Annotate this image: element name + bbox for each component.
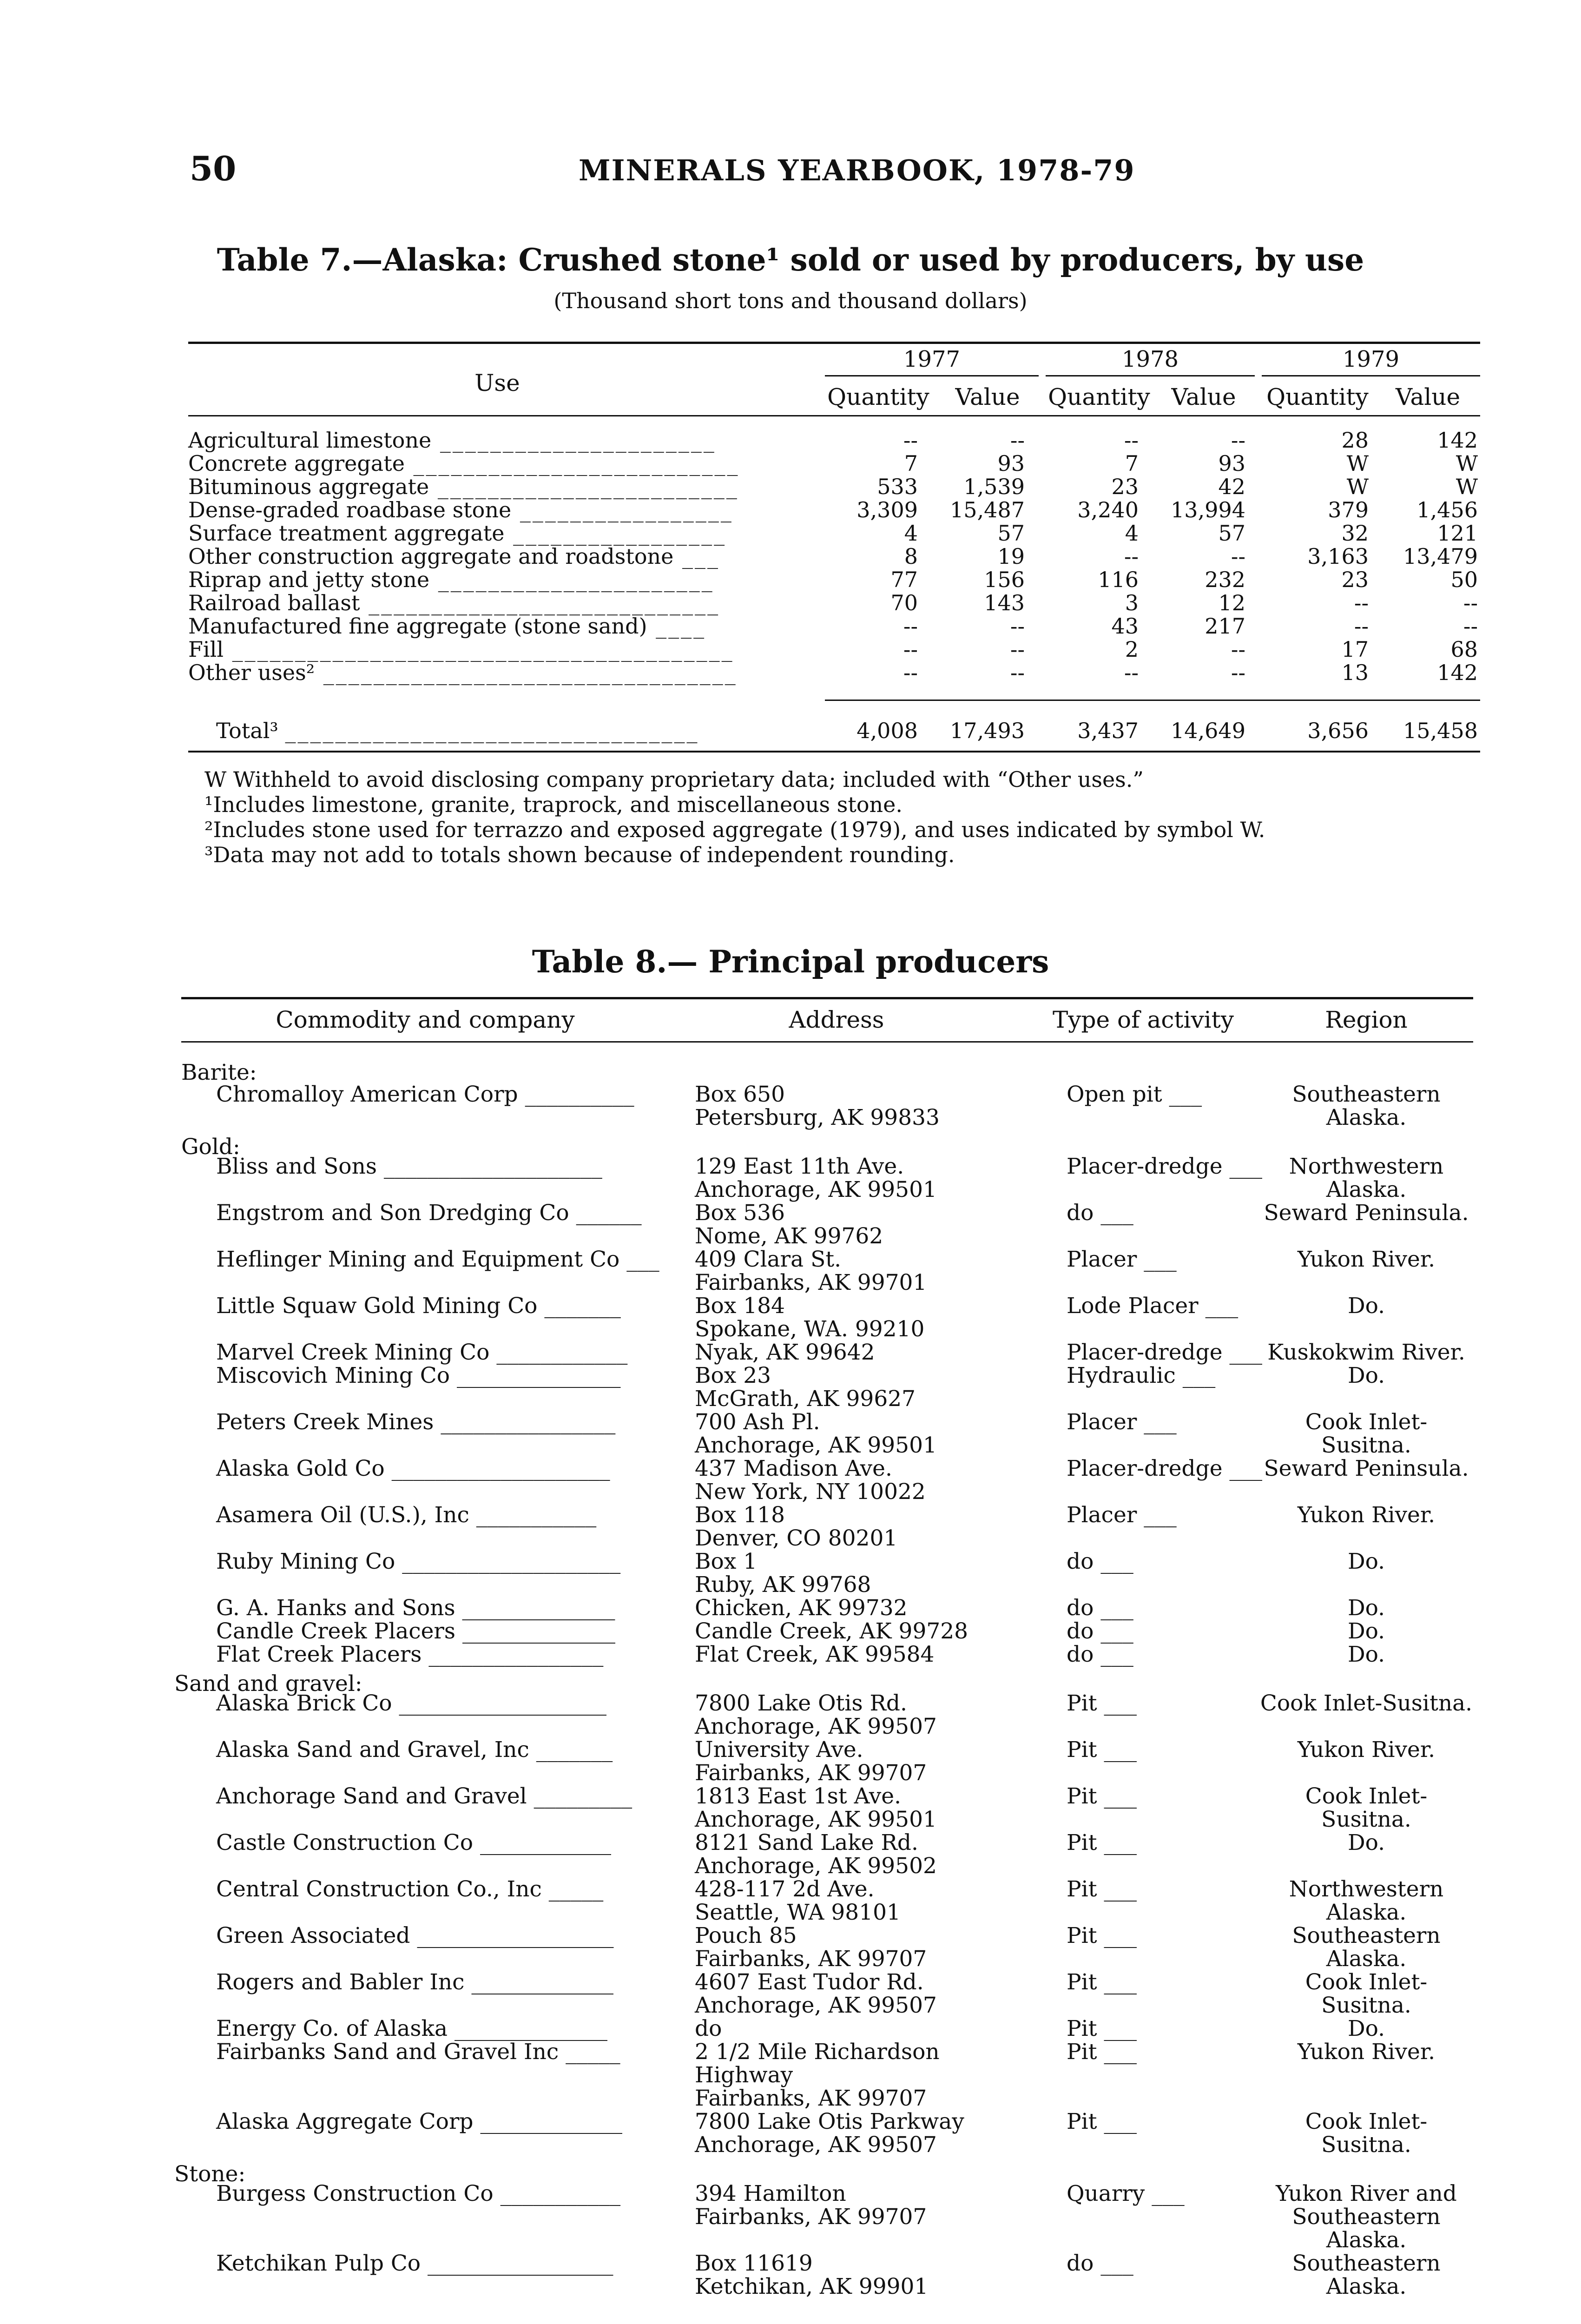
activity-type: Placer ___ [1067,1247,1177,1272]
table8-title: Table 8.— Principal producers [532,944,1049,980]
total-q77: 4,008 [856,718,918,743]
table7-title: Table 7.—Alaska: Crushed stone¹ sold or used by producers, by use [217,242,1364,278]
cell-q78: 3 [1125,590,1139,615]
table7-head-rule [188,415,1480,416]
company-address: 394 Hamilton Fairbanks, AK 99707 [695,2181,927,2230]
cell-v78: 42 [1218,474,1245,499]
row-use-label: Other uses² _________________________________ [188,660,738,685]
company-name: Anchorage Sand and Gravel _________ [216,1783,632,1809]
cell-q77: 7 [904,451,918,476]
table8-header-region: Region [1325,1006,1408,1033]
col-quantity: Quantity [827,383,929,410]
region-name: Yukon River. [1297,1247,1436,1272]
activity-type: Placer-dredge ___ [1067,1340,1262,1365]
cell-q79: 17 [1341,637,1369,662]
cell-v77: 15,487 [950,497,1025,522]
cell-v78: 232 [1205,567,1245,592]
cell-v78: 13,994 [1171,497,1245,522]
category-label: Stone: [174,2161,246,2187]
table8-head-rule [181,1041,1473,1043]
activity-type: Lode Placer ___ [1067,1293,1238,1319]
table7-subtitle: (Thousand short tons and thousand dollars) [553,288,1028,313]
activity-type: Pit ___ [1067,1876,1137,1902]
cell-v78: 217 [1205,614,1245,639]
activity-type: Pit ___ [1067,1737,1137,1763]
table7-year-1977: 1977 [903,346,961,372]
company-name: Marvel Creek Mining Co ____________ [216,1340,628,1365]
company-name: Miscovich Mining Co _______________ [216,1363,621,1388]
cell-q78: 116 [1098,567,1139,592]
table7-row [188,474,1480,497]
row-use-label: Fill ________________________________________ [188,637,734,662]
table7-top-rule [188,342,1480,344]
cell-v79: 68 [1450,637,1478,662]
cell-v77: 93 [997,451,1025,476]
activity-type: Quarry ___ [1067,2181,1185,2206]
region-name: Cook Inlet- Susitna. [1305,1409,1428,1458]
table7-year-rule [1262,375,1480,376]
cell-q77: -- [903,637,918,662]
cell-v78: 57 [1218,521,1245,546]
company-address: Box 1 Ruby, AK 99768 [695,1549,871,1598]
cell-v77: 57 [997,521,1025,546]
cell-q78: 7 [1125,451,1139,476]
row-use-label: Railroad ballast ____________________________ [188,590,720,615]
cell-q78: 3,240 [1077,497,1139,522]
region-name: Cook Inlet-Susitna. [1260,1690,1473,1716]
region-name: Cook Inlet- Susitna. [1305,1783,1428,1832]
total-q78: 3,437 [1077,718,1139,743]
activity-type: Pit ___ [1067,1969,1137,1995]
company-name: Peters Creek Mines ________________ [216,1409,616,1435]
cell-q79: -- [1354,614,1369,639]
cell-q79: 13 [1341,660,1369,685]
cell-v77: -- [1010,637,1025,662]
row-use-label: Riprap and jetty stone ______________________ [188,567,714,592]
activity-type: do ___ [1067,1618,1133,1644]
table8-header-activity: Type of activity [1052,1006,1234,1033]
activity-type: Pit ___ [1067,2109,1137,2134]
company-name: Asamera Oil (U.S.), Inc ___________ [216,1502,597,1528]
company-address: University Ave. Fairbanks, AK 99707 [695,1737,927,1786]
note-1: ¹Includes limestone, granite, traprock, and miscellaneous stone. [204,792,902,817]
company-address: 4607 East Tudor Rd. Anchorage, AK 99507 [695,1969,937,2018]
company-name: Alaska Brick Co ___________________ [216,1690,607,1716]
company-name: Chromalloy American Corp __________ [216,1082,634,1107]
running-title: MINERALS YEARBOOK, 1978-79 [579,153,1135,187]
region-name: Southeastern Alaska. [1292,1082,1441,1130]
company-address: Nyak, AK 99642 [695,1340,875,1365]
cell-q77: 533 [877,474,918,499]
company-address: Box 118 Denver, CO 80201 [695,1502,898,1551]
note-2: ²Includes stone used for terrazzo and exposed aggregate (1979), and uses indicated by symbol W. [204,817,1265,842]
cell-q77: -- [903,614,918,639]
cell-q77: 8 [904,544,918,569]
company-name: Alaska Gold Co ____________________ [216,1456,610,1481]
total-v78: 14,649 [1171,718,1245,743]
cell-q77: 3,309 [856,497,918,522]
table7-row [188,497,1480,521]
cell-q78: 23 [1111,474,1139,499]
region-name: Yukon River. [1297,1502,1436,1528]
cell-v79: W [1456,451,1478,476]
table7-total-row [188,718,1480,741]
company-address: do [695,2016,722,2041]
cell-v79: 1,456 [1416,497,1478,522]
cell-v77: 143 [984,590,1025,615]
cell-v79: -- [1463,614,1478,639]
cell-q77: -- [903,660,918,685]
company-address: Box 23 McGrath, AK 99627 [695,1363,916,1412]
table7-row [188,451,1480,474]
cell-q78: -- [1124,428,1139,453]
row-use-label: Agricultural limestone ______________________ [188,428,716,453]
company-name: Alaska Sand and Gravel, Inc _______ [216,1737,613,1763]
region-name: Do. [1347,1595,1385,1621]
row-use-label: Surface treatment aggregate _________________ [188,521,727,546]
company-name: Green Associated __________________ [216,1923,614,1948]
activity-type: Hydraulic ___ [1067,1363,1216,1388]
company-address: 8121 Sand Lake Rd. Anchorage, AK 99502 [695,1830,937,1879]
cell-v77: 19 [997,544,1025,569]
table7-row [188,567,1480,590]
region-name: Cook Inlet- Susitna. [1305,2109,1428,2158]
cell-q79: 379 [1328,497,1369,522]
cell-v79: 13,479 [1403,544,1478,569]
company-address: Candle Creek, AK 99728 [695,1618,968,1644]
activity-type: do ___ [1067,1549,1133,1574]
cell-q79: 28 [1341,428,1369,453]
cell-q78: 2 [1125,637,1139,662]
table7-row [188,590,1480,614]
row-use-label: Manufactured fine aggregate (stone sand) ____ [188,614,706,639]
cell-v77: -- [1010,614,1025,639]
region-name: Northwestern Alaska. [1289,1876,1444,1925]
category-label: Barite: [181,1060,257,1085]
company-name: Burgess Construction Co ___________ [216,2181,621,2206]
cell-q77: 70 [890,590,918,615]
cell-v79: W [1456,474,1478,499]
col-value: Value [1395,383,1461,410]
cell-v77: -- [1010,660,1025,685]
region-name: Do. [1347,1293,1385,1319]
cell-v78: 93 [1218,451,1245,476]
activity-type: do ___ [1067,1642,1133,1667]
cell-q79: W [1346,474,1369,499]
cell-v78: -- [1231,660,1245,685]
note-3: ³Data may not add to totals shown because of independent rounding. [204,842,955,867]
table7-row [188,521,1480,544]
table7-year-1978: 1978 [1121,346,1179,372]
col-value: Value [955,383,1020,410]
activity-type: Pit ___ [1067,2016,1137,2041]
region-name: Do. [1347,1642,1385,1667]
company-name: Engstrom and Son Dredging Co ______ [216,1200,642,1226]
cell-q79: 32 [1341,521,1369,546]
activity-type: Placer-dredge ___ [1067,1154,1262,1179]
cell-v79: 121 [1437,521,1478,546]
company-name: Little Squaw Gold Mining Co _______ [216,1293,621,1319]
company-name: Energy Co. of Alaska ______________ [216,2016,607,2041]
company-address: 428-117 2d Ave. Seattle, WA 98101 [695,1876,901,1925]
company-address: 1813 East 1st Ave. Anchorage, AK 99501 [695,1783,937,1832]
company-name: Alaska Aggregate Corp _____________ [216,2109,622,2134]
region-name: Do. [1347,2016,1385,2041]
cell-q77: 77 [890,567,918,592]
region-name: Kuskokwim River. [1267,1340,1465,1365]
company-name: Flat Creek Placers ________________ [216,1642,604,1667]
cell-v78: -- [1231,428,1245,453]
region-name: Do. [1347,1363,1385,1388]
activity-type: Pit ___ [1067,1923,1137,1948]
activity-type: Placer ___ [1067,1409,1177,1435]
region-name: Cook Inlet- Susitna. [1305,1969,1428,2018]
region-name: Northwestern Alaska. [1289,1154,1444,1202]
cell-v78: 12 [1218,590,1245,615]
company-name: Castle Construction Co ____________ [216,1830,612,1855]
region-name: Yukon River. [1297,1737,1436,1763]
company-address: Pouch 85 Fairbanks, AK 99707 [695,1923,927,1972]
cell-q79: 3,163 [1307,544,1369,569]
company-address: 2 1/2 Mile Richardson Highway Fairbanks, AK 99707 [695,2039,940,2111]
table7-year-rule [825,375,1039,376]
cell-v78: -- [1231,637,1245,662]
cell-q79: 23 [1341,567,1369,592]
cell-v79: 50 [1450,567,1478,592]
table7-row [188,544,1480,567]
note-w: W Withheld to avoid disclosing company proprietary data; included with “Other uses.” [204,767,1144,792]
region-name: Yukon River. [1297,2039,1436,2065]
table7-bottom-rule [188,751,1480,753]
table8-header-address: Address [789,1006,884,1033]
company-address: Box 184 Spokane, WA. 99210 [695,1293,925,1342]
table7-use-header: Use [474,370,520,396]
cell-v77: 1,539 [963,474,1025,499]
company-address: 437 Madison Ave. New York, NY 10022 [695,1456,926,1505]
total-q79: 3,656 [1307,718,1369,743]
activity-type: Pit ___ [1067,1783,1137,1809]
table7-row [188,428,1480,451]
cell-q77: 4 [904,521,918,546]
company-name: Ketchikan Pulp Co _________________ [216,2251,613,2276]
table7-year-1979: 1979 [1342,346,1400,372]
total-v79: 15,458 [1403,718,1478,743]
company-name: G. A. Hanks and Sons ______________ [216,1595,615,1621]
activity-type: Pit ___ [1067,2039,1137,2065]
row-use-label: Bituminous aggregate ________________________ [188,474,739,499]
cell-q79: W [1346,451,1369,476]
table7-notes [204,767,1265,867]
region-name: Do. [1347,1830,1385,1855]
activity-type: do ___ [1067,1200,1133,1226]
region-name: Seward Peninsula. [1264,1200,1469,1226]
company-address: 129 East 11th Ave. Anchorage, AK 99501 [695,1154,937,1202]
table7-row [188,614,1480,637]
cell-v79: 142 [1437,660,1478,685]
table7-row [188,660,1480,683]
company-address: Box 11619 Ketchikan, AK 99901 [695,2251,929,2299]
cell-v78: -- [1231,544,1245,569]
row-use-label: Dense-graded roadbase stone _________________ [188,497,733,522]
row-use-label: Concrete aggregate __________________________ [188,451,740,476]
company-address: 409 Clara St. Fairbanks, AK 99701 [695,1247,927,1295]
activity-type: Placer-dredge ___ [1067,1456,1262,1481]
region-name: Do. [1347,1549,1385,1574]
category-label: Sand and gravel: [174,1671,362,1697]
table7-row [188,637,1480,660]
table7-total-rule [825,700,1480,701]
company-address: 7800 Lake Otis Rd. Anchorage, AK 99507 [695,1690,937,1739]
page-number: 50 [190,149,237,188]
category-label: Gold: [181,1134,240,1160]
company-name: Heflinger Mining and Equipment Co ___ [216,1247,659,1272]
cell-q79: -- [1354,590,1369,615]
company-address: Flat Creek, AK 99584 [695,1642,935,1667]
total-label: Total³ _________________________________ [216,718,699,743]
activity-type: Pit ___ [1067,1690,1137,1716]
company-name: Ruby Mining Co ____________________ [216,1549,621,1574]
activity-type: do ___ [1067,1595,1133,1621]
activity-type: Placer ___ [1067,1502,1177,1528]
company-address: Chicken, AK 99732 [695,1595,908,1621]
company-name: Rogers and Babler Inc _____________ [216,1969,613,1995]
table8-header-company: Commodity and company [276,1006,575,1033]
company-name: Candle Creek Placers ______________ [216,1618,615,1644]
table8-top-rule [181,997,1473,999]
region-name: Southeastern Alaska. [1292,1923,1441,1972]
company-name: Bliss and Sons ____________________ [216,1154,602,1179]
region-name: Southeastern Alaska. [1292,2251,1441,2299]
region-name: Seward Peninsula. [1264,1456,1469,1481]
col-quantity: Quantity [1266,383,1369,410]
cell-q78: 43 [1111,614,1139,639]
cell-q78: 4 [1125,521,1139,546]
company-address: Box 536 Nome, AK 99762 [695,1200,883,1249]
row-use-label: Other construction aggregate and roadstone ___ [188,544,720,569]
activity-type: do ___ [1067,2251,1133,2276]
cell-v77: -- [1010,428,1025,453]
company-address: Box 650 Petersburg, AK 99833 [695,1082,940,1130]
region-name: Yukon River and Southeastern Alaska. [1276,2181,1457,2253]
activity-type: Pit ___ [1067,1830,1137,1855]
company-name: Fairbanks Sand and Gravel Inc _____ [216,2039,620,2065]
total-v77: 17,493 [950,718,1025,743]
region-name: Do. [1347,1618,1385,1644]
company-name: Central Construction Co., Inc _____ [216,1876,604,1902]
col-value: Value [1171,383,1236,410]
table7-year-rule [1046,375,1255,376]
activity-type: Open pit ___ [1067,1082,1202,1107]
col-quantity: Quantity [1048,383,1150,410]
cell-q78: -- [1124,544,1139,569]
cell-q78: -- [1124,660,1139,685]
company-address: 7800 Lake Otis Parkway Anchorage, AK 99507 [695,2109,964,2158]
cell-q77: -- [903,428,918,453]
company-address: 700 Ash Pl. Anchorage, AK 99501 [695,1409,937,1458]
cell-v79: 142 [1437,428,1478,453]
cell-v77: 156 [984,567,1025,592]
cell-v79: -- [1463,590,1478,615]
